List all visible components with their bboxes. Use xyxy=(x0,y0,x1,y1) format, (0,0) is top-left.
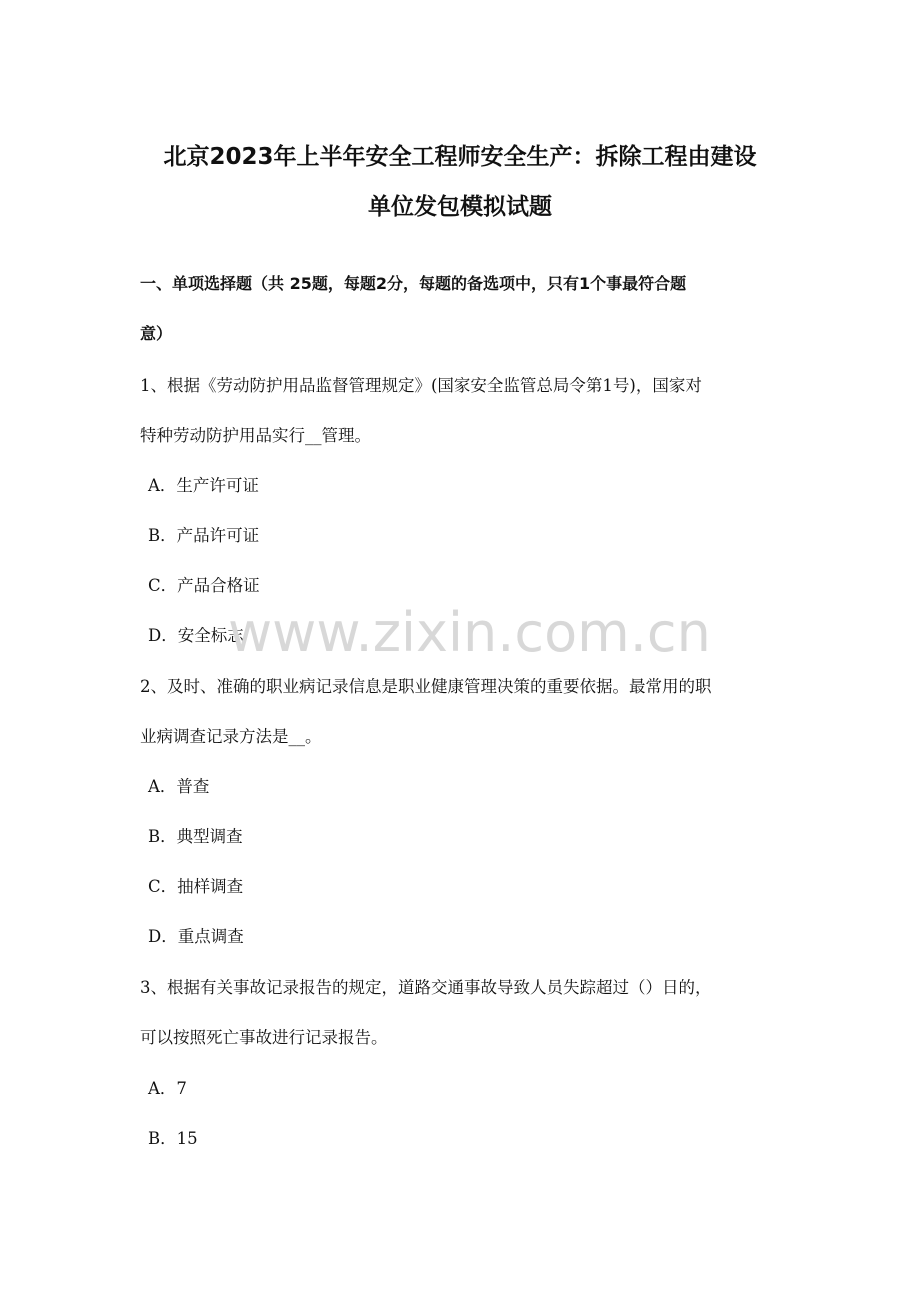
document-title-line-1: 北京2023年上半年安全工程师安全生产：拆除工程由建设 xyxy=(163,144,757,170)
question-2-option-b: B．典型调查 xyxy=(148,827,243,846)
question-3-text-line-2: 可以按照死亡事故进行记录报告。 xyxy=(140,1028,388,1047)
question-3-option-b: B．15 xyxy=(148,1129,198,1148)
question-3-option-a: A．7 xyxy=(148,1079,187,1098)
question-1-text-line-2: 特种劳动防护用品实行__管理。 xyxy=(140,426,371,445)
question-2-option-d: D．重点调查 xyxy=(148,927,244,946)
section-heading-line-1: 一、单项选择题（共 25题，每题2分，每题的备选项中，只有1个事最符合题 xyxy=(140,274,687,293)
question-1-option-d: D．安全标志 xyxy=(148,626,244,645)
question-1-text-line-1: 1、根据《劳动防护用品监督管理规定》(国家安全监管总局令第1号)，国家对 xyxy=(140,376,702,395)
question-3-text-line-1: 3、根据有关事故记录报告的规定，道路交通事故导致人员失踪超过（）日的， xyxy=(140,978,712,997)
question-2-option-c: C．抽样调查 xyxy=(148,877,244,896)
watermark-text: www.zixin.com.cn xyxy=(228,601,711,664)
question-1-option-a: A．生产许可证 xyxy=(148,476,259,495)
question-1-option-c: C．产品合格证 xyxy=(148,576,260,595)
question-1-option-b: B．产品许可证 xyxy=(148,526,260,545)
question-2-text-line-2: 业病调查记录方法是__。 xyxy=(140,727,322,746)
question-2-option-a: A．普查 xyxy=(148,777,210,796)
question-2-text-line-1: 2、及时、准确的职业病记录信息是职业健康管理决策的重要依据。最常用的职 xyxy=(140,677,712,696)
document-title-line-2: 单位发包模拟试题 xyxy=(368,194,552,220)
section-heading-line-2: 意） xyxy=(140,324,173,343)
